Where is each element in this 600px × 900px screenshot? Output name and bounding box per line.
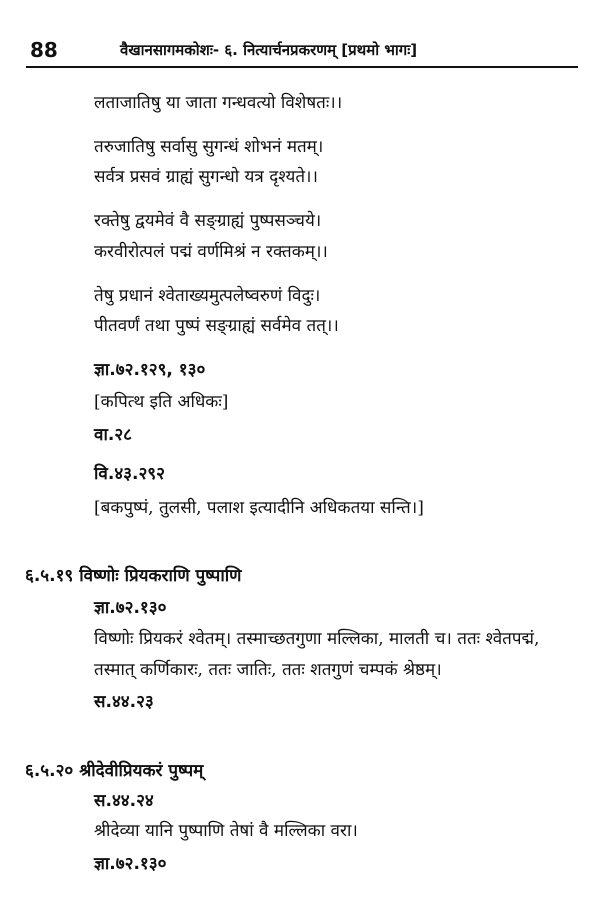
page-number: 88 xyxy=(30,38,58,62)
verse-line: सर्वत्र प्रसवं ग्राह्यं सुगन्धो यत्र दृश्यते।। xyxy=(94,167,318,187)
verse-line: तेषु प्रधानं श्वेताख्यमुत्पलेष्वरुणं विदुः। xyxy=(94,286,321,306)
section-heading: ६.५.१९ विष्णोः प्रियकराणि पुष्पाणि xyxy=(25,566,242,586)
reference: वि.४३.२९२ xyxy=(94,464,165,484)
reference: ज्ञा.७२.१३० xyxy=(94,598,167,618)
prose-line: तस्मात् कर्णिकारः, ततः जातिः, ततः शतगुणं चम्पकं श्रेष्ठम्। xyxy=(94,660,442,680)
verse-line: रक्तेषु द्वयमेवं वै सङ्ग्राह्यं पुष्पसञ्चये। xyxy=(94,211,322,231)
note: [कपित्थ इति अधिकः] xyxy=(94,392,229,412)
reference: ज्ञा.७२.१३० xyxy=(94,854,167,874)
prose-line: विष्णोः प्रियकरं श्वेतम्। तस्माच्छतगुणा मल्लिका, मालती च। ततः श्वेतपद्मं, xyxy=(94,629,540,649)
verse-line: पीतवर्णं तथा पुष्पं सङ्ग्राह्यं सर्वमेव तत्।। xyxy=(94,316,339,336)
reference: स.४४.२३ xyxy=(94,692,154,712)
verse-line: करवीरोत्पलं पद्मं वर्णमिश्रं न रक्तकम्।। xyxy=(94,242,328,262)
verse-line: लताजातिषु या जाता गन्धवत्यो विशेषतः।। xyxy=(94,93,343,113)
verse-line: तरुजातिषु सर्वासु सुगन्धं शोभनं मतम्। xyxy=(94,137,324,157)
note: [बकपुष्पं, तुलसी, पलाश इत्यादीनि अधिकतया सन्ति।] xyxy=(94,498,424,518)
section-heading: ६.५.२० श्रीदेवीप्रियकरं पुष्पम् xyxy=(25,761,204,781)
verse-line: श्रीदेव्या यानि पुष्पाणि तेषां वै मल्लिका वरा। xyxy=(94,821,358,841)
reference: वा.२८ xyxy=(94,425,132,445)
reference: स.४४.२४ xyxy=(94,791,154,811)
page-header xyxy=(26,36,578,68)
running-title: वैखानसागमकोशः- ६. नित्यार्चनप्रकरणम् [प्रथमो भागः] xyxy=(120,41,418,59)
reference: ज्ञा.७२.१२९, १३० xyxy=(94,360,206,380)
